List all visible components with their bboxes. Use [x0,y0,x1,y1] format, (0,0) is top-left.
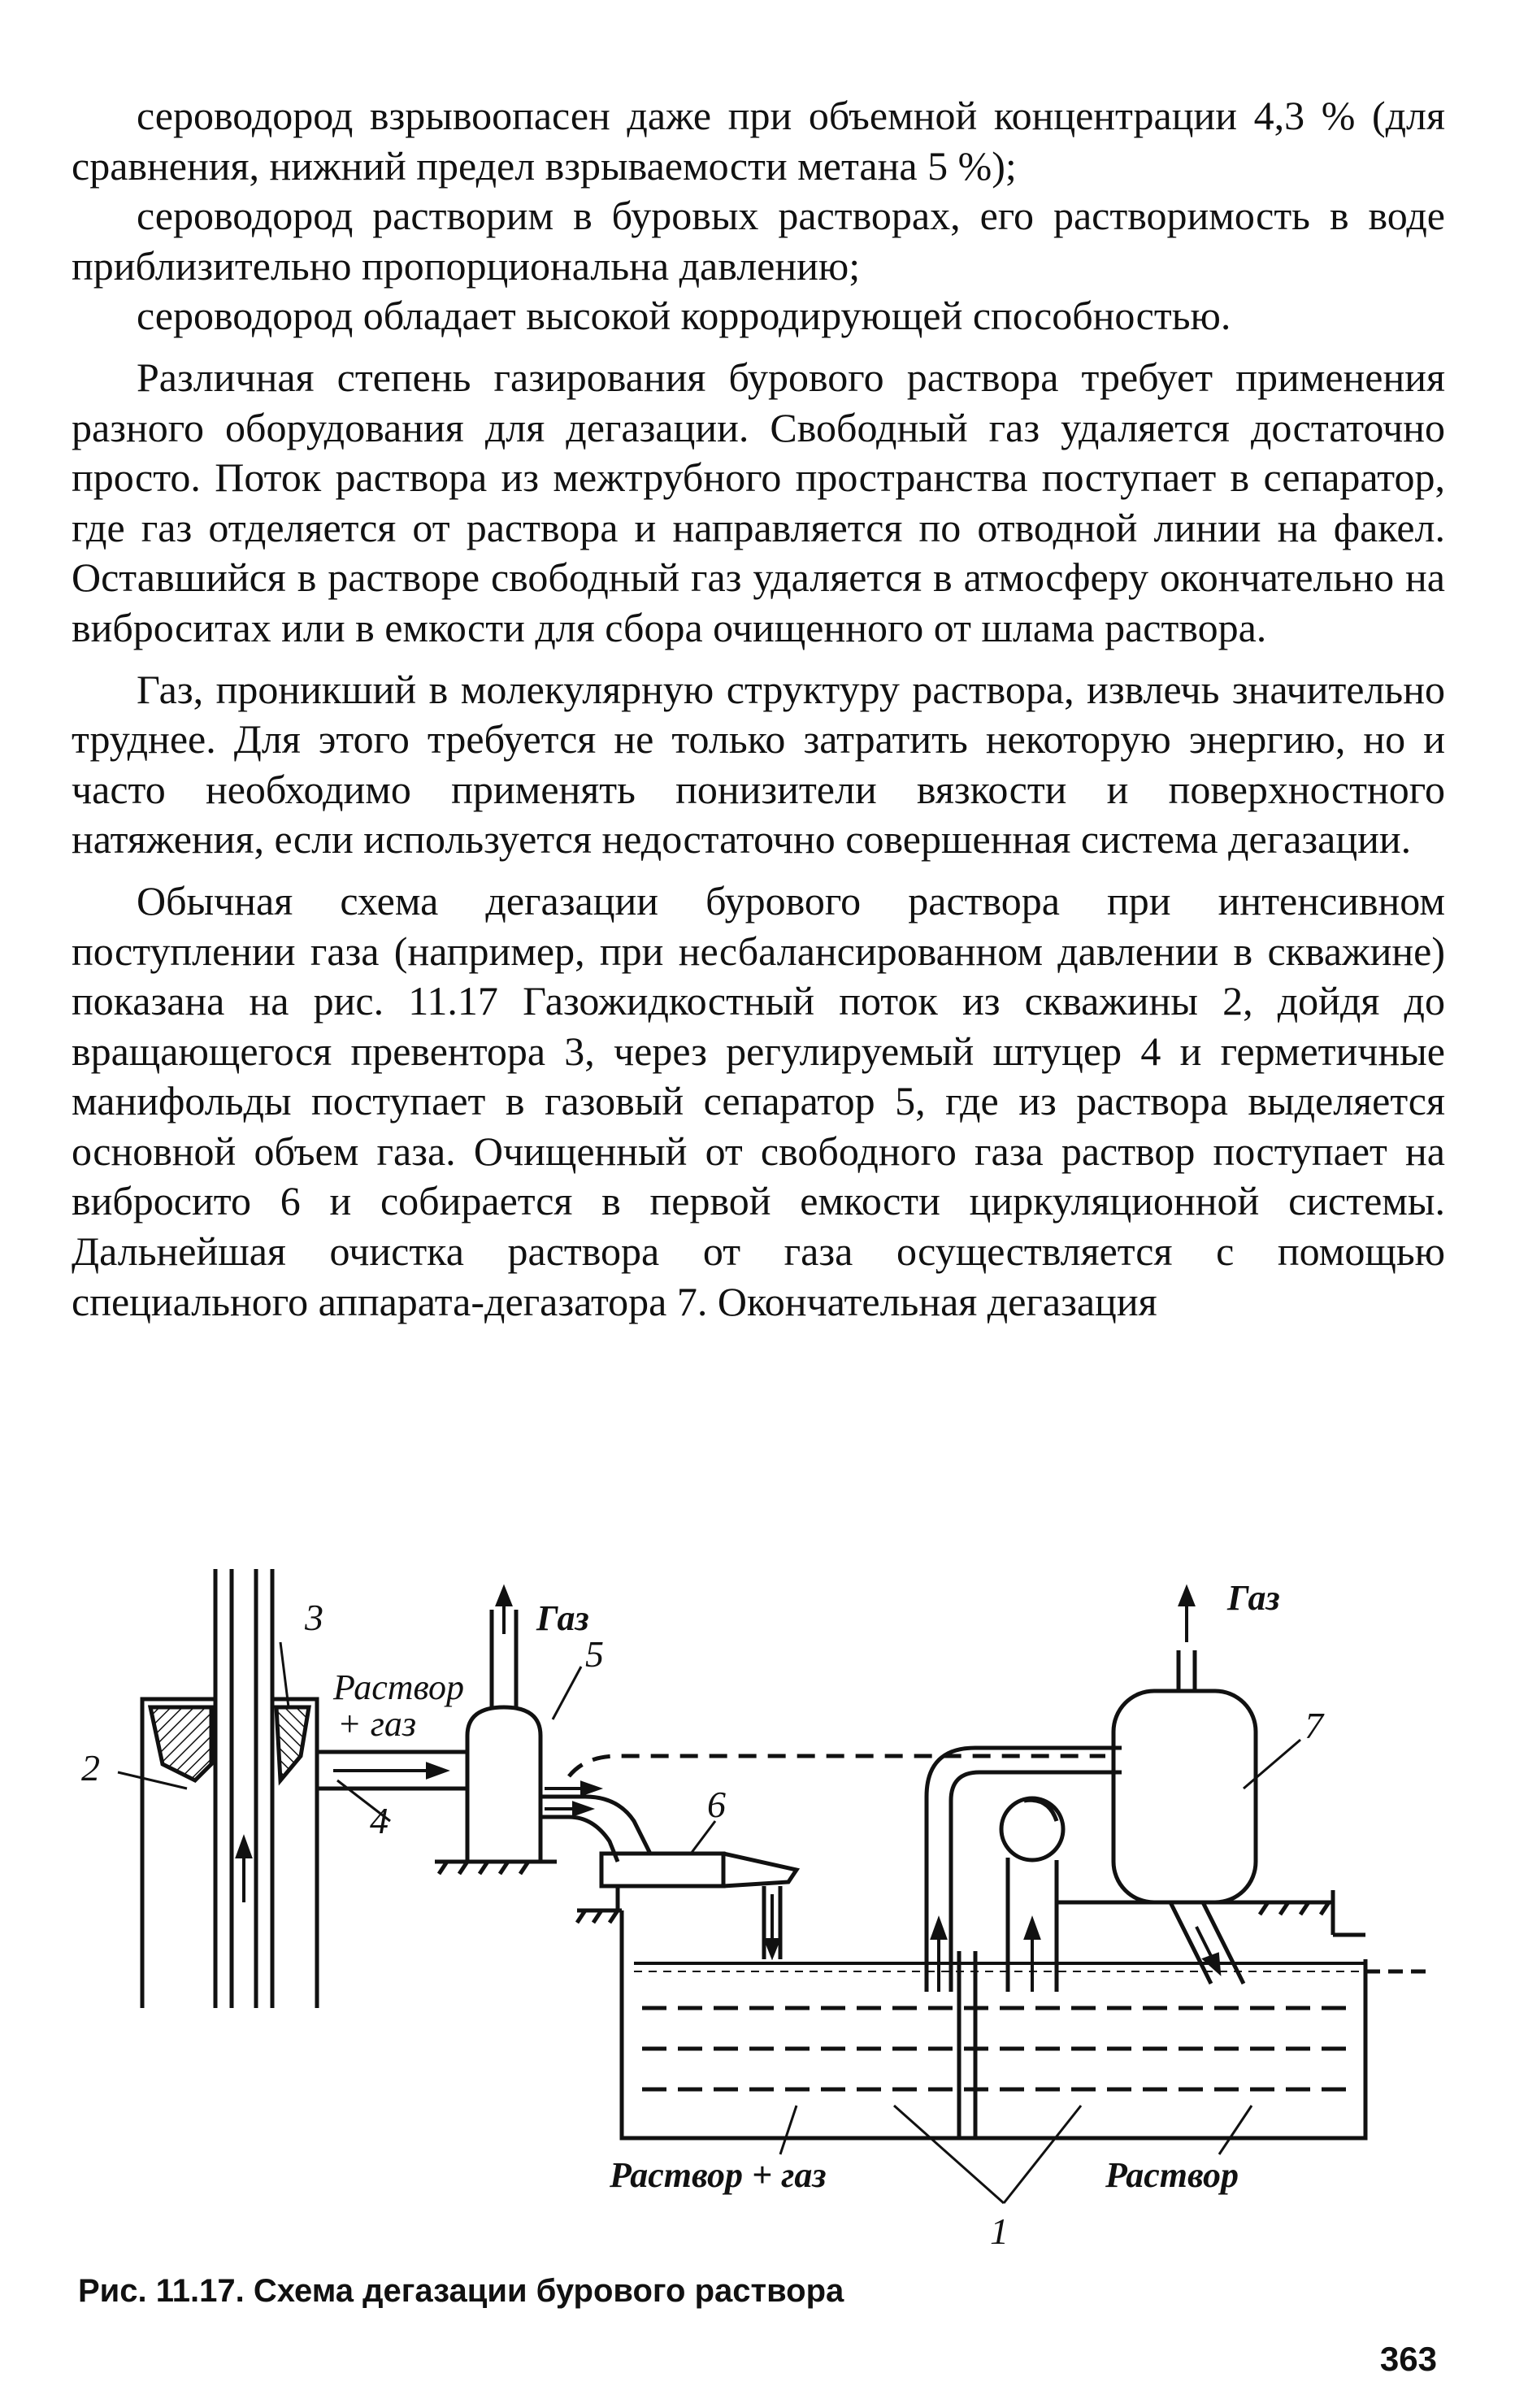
label-gas-left: Газ [536,1598,589,1638]
label-6: 6 [707,1784,726,1825]
label-solution-gas-top-1: Раствор [333,1667,465,1707]
paragraph: Газ, проникший в молекулярную структуру раствора, извлечь значительно труднее. Для этого требуется не только затратить некоторую энергию, но и часто необходимо применять понизители вязкости и поверхностного натяжения, если используется недостаточно совершенная система дегазации. [72,666,1445,863]
diagram-svg [49,1553,1430,2252]
figure-caption: Рис. 11.17. Схема дегазации бурового раствора [78,2273,844,2309]
label-5: 5 [585,1633,604,1675]
paragraph: Различная степень газирования бурового раствора требует применения разного оборудования для дегазации. Свободный газ удаляется достаточно просто. Поток раствора из межтрубного пространства поступает в сепаратор, где газ отделяется от раствора и направляется по отводной линии на факел. Оставшийся в растворе свободный газ удаляется в атмосферу окончательно на виброситах или в емкости для сбора очищенного от шлама раствора. [72,354,1445,650]
label-gas-right: Газ [1227,1578,1280,1618]
paragraph: сероводород обладает высокой корродирующей способностью. [137,293,1231,339]
paragraph: сероводород взрывоопасен даже при объемной концентрации 4,3 % (для сравнения, нижний предел взрываемости метана 5 %); [72,93,1445,189]
label-solution-gas-bottom: Раствор + газ [610,2155,827,2195]
paragraph: сероводород растворим в буровых растворах, его растворимость в воде приблизительно пропорциональна давлению; [72,193,1445,289]
degassing-diagram [49,1553,1430,2252]
page-number: 363 [1379,2340,1437,2378]
label-7: 7 [1304,1705,1323,1746]
label-3: 3 [305,1597,323,1638]
paragraph: Обычная схема дегазации бурового раствора при интенсивном поступлении газа (например, при несбалансированном давлении в скважине) показана на рис. 11.17 Газожидкостный поток из скважины 2, дойдя до вращающегося превентора 3, через регулируемый штуцер 4 и герметичные манифольды поступает в газовый сепаратор 5, где из раствора выделяется основной объем газа. Очищенный от свободного газа раствор поступает на виброcито 6 и собирается в первой емкости циркуляционной системы. Дальнейшая очистка раствора от газа осуществляется с помощью специального аппарата-дегазатора 7. Окончательная дегазация [72,877,1445,1324]
label-2: 2 [81,1747,100,1789]
body-text [72,91,1445,1327]
label-solution-gas-top-2: + газ [337,1704,417,1744]
label-1: 1 [990,2210,1009,2252]
label-solution-bottom: Раствор [1105,2155,1239,2195]
label-4: 4 [370,1800,389,1841]
preventer-element-left [150,1707,211,1780]
preventer-element-right [276,1707,309,1780]
